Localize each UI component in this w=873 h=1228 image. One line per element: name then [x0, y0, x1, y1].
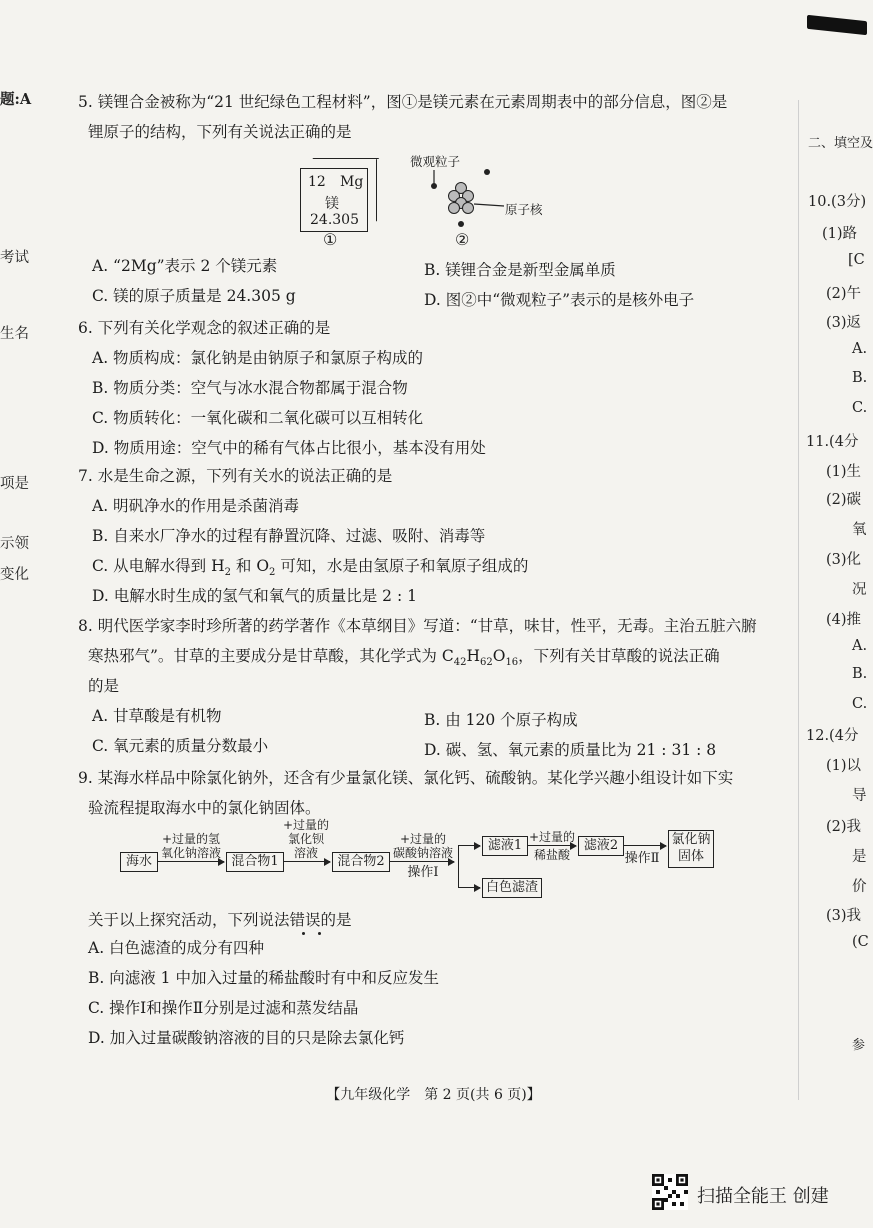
margin-right-text: 10.(3分) — [808, 194, 867, 210]
flow-reagent-label: +过量的 — [282, 818, 330, 832]
margin-right-text: A. — [852, 638, 868, 654]
q9-option-a: A. 白色滤渣的成分有四种 — [88, 939, 265, 957]
qr-code-icon — [652, 1174, 688, 1210]
margin-right-text: 况 — [852, 582, 867, 598]
scan-edge-mark — [807, 15, 867, 35]
flow-operation-2: 操作Ⅱ — [624, 851, 660, 866]
margin-left-text: 项是 — [0, 476, 29, 492]
q9-option-c: C. 操作Ⅰ和操作Ⅱ分别是过滤和蒸发结晶 — [88, 999, 359, 1017]
margin-right-text: (1)生 — [826, 464, 862, 480]
q7-option-b: B. 自来水厂净水的过程有静置沉降、过滤、吸附、消毒等 — [92, 527, 486, 545]
flow-arrow — [158, 861, 224, 862]
margin-right-text: 导 — [852, 788, 867, 804]
margin-right-text: 是 — [852, 849, 867, 865]
flow-reagent-label: 稀盐酸 — [533, 848, 570, 862]
margin-left-text: 变化 — [0, 567, 29, 583]
q6-option-b: B. 物质分类：空气与冰水混合物都属于混合物 — [92, 379, 408, 397]
margin-right-text: 二、填空及 — [808, 136, 873, 151]
margin-right-text: 参 — [852, 1038, 866, 1053]
margin-right-text: (C — [852, 934, 869, 950]
flow-reagent-label: +过量的 — [528, 830, 576, 844]
margin-right-text: (2)午 — [826, 286, 862, 302]
q9-option-b: B. 向滤液 1 中加入过量的稀盐酸时有中和反应发生 — [88, 969, 439, 987]
margin-right-text: 11.(4分 — [806, 434, 859, 450]
margin-right-text: (2)我 — [826, 819, 862, 835]
margin-right-text: B. — [852, 370, 868, 386]
margin-right-text: (3)返 — [826, 315, 862, 331]
q6-stem: 6. 下列有关化学观念的叙述正确的是 — [78, 319, 331, 337]
flow-reagent-label: 氧化钠溶液 — [160, 846, 221, 860]
atomic-mass: 24.305 — [310, 212, 359, 228]
q9-option-d: D. 加入过量碳酸钠溶液的目的只是除去氯化钙 — [88, 1029, 405, 1047]
q8-stem: 的是 — [88, 677, 120, 695]
q7-option-d: D. 电解水时生成的氢气和氧气的质量比是 2 : 1 — [92, 587, 417, 605]
flow-operation-1: 操作Ⅰ — [407, 865, 439, 880]
margin-right-text: [C — [848, 252, 865, 268]
margin-right-text: (3)我 — [826, 908, 862, 924]
flow-box-seawater: 海水 — [120, 852, 158, 872]
flow-box-product: 氯化钠 固体 — [668, 830, 714, 868]
margin-left-text: 题:A — [0, 91, 32, 108]
flow-box-white-residue: 白色滤渣 — [482, 878, 542, 898]
q8-option-b: B. 由 120 个原子构成 — [424, 711, 578, 729]
q9-question: 关于以上探究活动，下列说法错误的是 — [88, 911, 352, 929]
margin-right-text: B. — [852, 666, 868, 682]
atom-structure-diagram — [428, 168, 508, 230]
particle-label: 微观粒子 — [410, 154, 461, 169]
figure-1-label: ① — [323, 230, 338, 249]
q5-option-a: A. “2Mg”表示 2 个镁元素 — [92, 257, 278, 275]
emphasis-dot — [318, 932, 321, 935]
margin-left-text: 示领 — [0, 536, 29, 552]
q6-option-d: D. 物质用途：空气中的稀有气体占比很小，基本没有用处 — [92, 439, 486, 457]
flow-box-filtrate2: 滤液2 — [578, 836, 624, 856]
scanner-watermark: 扫描全能王 创建 — [697, 1186, 829, 1207]
q5-option-c: C. 镁的原子质量是 24.305 g — [92, 287, 296, 305]
figure-2-label: ② — [455, 230, 470, 249]
flow-reagent-label: 氯化钡 — [287, 832, 324, 846]
q8-option-c: C. 氧元素的质量分数最小 — [92, 737, 269, 755]
margin-right-text: C. — [852, 696, 868, 712]
q7-stem: 7. 水是生命之源，下列有关水的说法正确的是 — [78, 467, 393, 485]
q6-option-c: C. 物质转化：一氧化碳和二氧化碳可以互相转化 — [92, 409, 424, 427]
nucleus-label: 原子核 — [505, 202, 543, 217]
q7-option-a: A. 明矾净水的作用是杀菌消毒 — [92, 497, 300, 515]
margin-right-text: 氧 — [852, 522, 867, 538]
element-symbol: Mg — [340, 174, 364, 190]
column-divider — [798, 100, 799, 1100]
q7-option-c: C. 从电解水得到 $H_2$ 和 $O_2$ 可知，水是由氢原子和氧原子组成的 — [92, 557, 529, 579]
q5-option-d: D. 图②中“微观粒子”表示的是核外电子 — [424, 291, 695, 309]
flow-arrow — [624, 845, 666, 846]
margin-right-text: (3)化 — [826, 552, 862, 568]
q6-option-a: A. 物质构成：氯化钠是由钠原子和氯原子构成的 — [92, 349, 424, 367]
margin-right-text: 价 — [852, 879, 867, 895]
flow-reagent-label: +过量的氢 — [161, 832, 221, 846]
element-name: 镁 — [325, 196, 339, 212]
margin-right-text: (1)路 — [822, 226, 858, 242]
q5-stem: 锂原子的结构，下列有关说法正确的是 — [88, 123, 352, 141]
emphasis-dot — [302, 932, 305, 935]
q9-stem: 9. 某海水样品中除氯化钠外，还含有少量氯化镁、氯化钙、硫酸钠。某化学兴趣小组设计如下实 — [78, 769, 734, 787]
margin-right-text: (2)碳 — [826, 492, 862, 508]
q8-option-a: A. 甘草酸是有机物 — [92, 707, 222, 725]
margin-right-text: C. — [852, 400, 868, 416]
flow-arrow — [528, 845, 576, 846]
flow-arrow — [458, 887, 480, 888]
flow-branch-line — [458, 845, 459, 888]
flow-box-mixture1: 混合物1 — [226, 852, 284, 872]
margin-right-text: (1)以 — [826, 758, 862, 774]
margin-right-text: 12.(4分 — [806, 728, 859, 744]
q8-option-d: D. 碳、氢、氧元素的质量比为 21 : 31 : 8 — [424, 741, 717, 759]
element-card-figure — [300, 158, 376, 230]
page-footer: 【九年级化学 第 2 页(共 6 页)】 — [326, 1087, 541, 1103]
margin-right-text: A. — [852, 341, 868, 357]
q8-stem: 寒热邪气”。甘草的主要成分是甘草酸，其化学式为 $C_{42}H_{62}O_{16}$，下列有关甘草酸的说法正确 — [88, 647, 720, 669]
margin-left-text: 生名 — [0, 326, 29, 342]
flow-reagent-label: 碳酸钠溶液 — [392, 846, 453, 860]
flow-box-mixture2: 混合物2 — [332, 852, 390, 872]
flow-connector — [390, 861, 454, 862]
flow-arrow — [284, 861, 330, 862]
atomic-number: 12 — [308, 174, 326, 190]
flow-box-filtrate1: 滤液1 — [482, 836, 528, 856]
q5-option-b: B. 镁锂合金是新型金属单质 — [424, 261, 616, 279]
q8-stem: 8. 明代医学家李时珍所著的药学著作《本草纲目》写道：“甘草，味甘，性平，无毒。主治五脏六腑 — [78, 617, 757, 635]
flow-reagent-label: 溶液 — [293, 846, 318, 860]
flow-reagent-label: +过量的 — [399, 832, 447, 846]
q5-stem: 5. 镁锂合金被称为“21 世纪绿色工程材料”，图①是镁元素在元素周期表中的部分信息，图②是 — [78, 93, 728, 111]
margin-left-text: 考试 — [0, 250, 29, 266]
q9-stem: 验流程提取海水中的氯化钠固体。 — [88, 799, 321, 817]
margin-right-text: (4)推 — [826, 612, 862, 628]
flow-arrow — [458, 845, 480, 846]
